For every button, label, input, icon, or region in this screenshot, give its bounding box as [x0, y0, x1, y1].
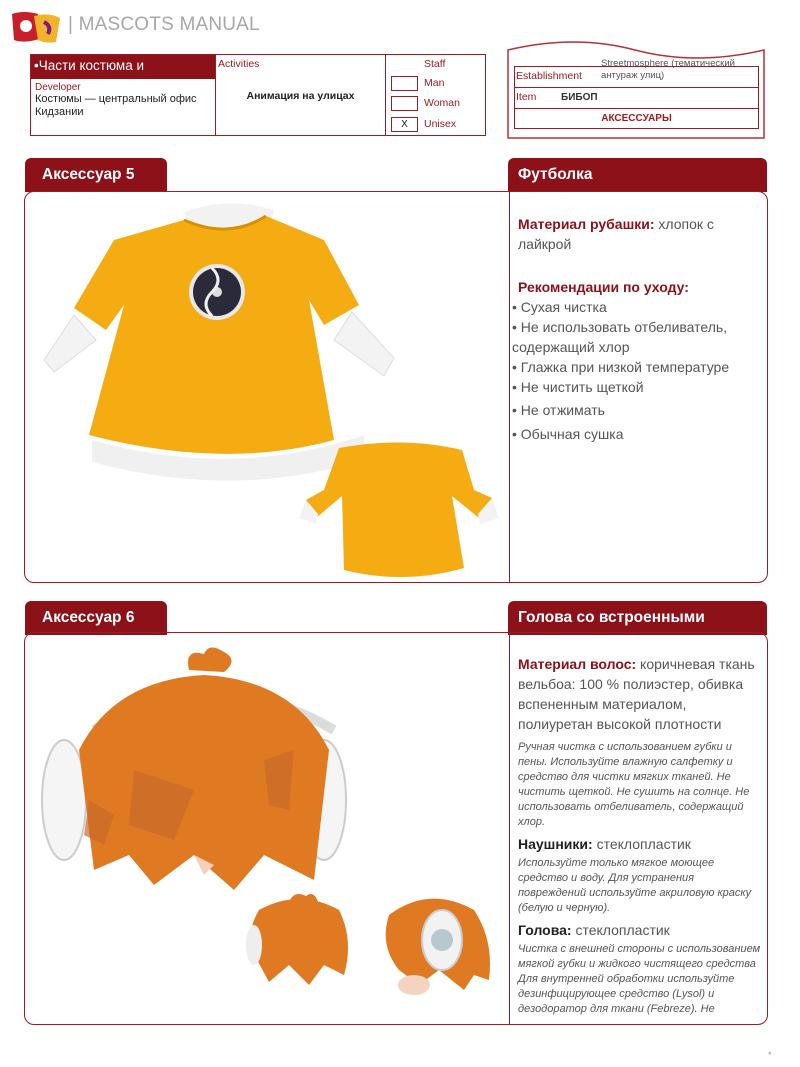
panel-divider — [509, 192, 510, 582]
headphones-label: Наушники: — [518, 836, 593, 852]
list-item: • Сухая чистка — [512, 297, 760, 317]
list-item: • Не использовать отбеливатель, содержащий хлор — [512, 317, 760, 357]
footer-mark: * — [768, 1050, 772, 1060]
head-care-note: Чистка с внешней стороны с использованием мягкой губки и жидкого чистящего средства Для внутренней обработки используйте дезинфицирующее средство (Lysol) и дезодоратор для ткани (Febreze). Не — [518, 943, 761, 1015]
staff-label: Staff — [424, 58, 446, 70]
developer-label: Developer — [35, 82, 81, 93]
head-material-text — [518, 920, 762, 940]
care-label: Рекомендации по уходу: — [518, 279, 689, 295]
hair-care-note: Ручная чистка с использованием губки и пены. Используйте влажную салфетку и средство для чистки мягких тканей. Не чистить щеткой. Не сушить на солнце. Не использовать отбеливатель, содержащий хлор. — [518, 741, 750, 828]
material-text — [518, 214, 758, 254]
brand-title: | MASCOTS MANUAL — [68, 14, 260, 35]
tab-tshirt: Футболка — [508, 158, 767, 192]
meta-developer-cell — [31, 55, 216, 135]
tshirt-photo — [34, 200, 504, 580]
material-value: хлопок с лайкрой — [518, 216, 714, 252]
head-photo — [34, 640, 504, 1022]
establishment-row — [514, 58, 759, 87]
item-value: БИБОП — [561, 92, 598, 103]
head-value: стеклопластик — [571, 922, 670, 938]
staff-option-unisex — [391, 117, 483, 133]
item-label: Item — [516, 91, 537, 103]
kidzania-logo — [8, 8, 64, 48]
material-label: Материал рубашки: — [518, 216, 655, 232]
activities-label: Activities — [218, 58, 260, 70]
list-item: • Глажка при низкой температуре — [512, 357, 760, 377]
tab-accessory-5: Аксессуар 5 — [25, 158, 167, 192]
headphones-care-note: Используйте только мягкое моющее средство и воду. Для устранения повреждений используйте акриловую краску (белую и черную). — [518, 857, 752, 914]
category-label: АКСЕССУАРЫ — [514, 108, 759, 129]
staff-checkbox: X — [391, 117, 418, 132]
section-title: •Части костюма и — [31, 55, 215, 79]
head-description — [518, 654, 762, 1017]
item-row — [514, 87, 759, 108]
hair-material-text — [518, 654, 762, 734]
establishment-value: Streetmosphere (тематический антураж улиц) — [601, 58, 735, 81]
meta-activities-cell — [216, 55, 386, 135]
headphones-value: стеклопластик — [592, 836, 691, 852]
list-item: • Не отжимать — [512, 400, 760, 420]
tab-accessory-6: Аксессуар 6 — [25, 601, 167, 635]
activities-value: Анимация на улицах — [246, 90, 355, 102]
panel-divider — [509, 633, 510, 1024]
staff-option-man — [391, 76, 483, 92]
staff-checkbox — [391, 96, 418, 111]
head-label: Голова: — [518, 922, 572, 938]
developer-value: Костюмы — центральный офис Кидзании — [35, 93, 197, 118]
meta-table — [30, 54, 486, 136]
list-item: • Обычная сушка — [512, 424, 760, 444]
staff-option-woman — [391, 96, 483, 112]
staff-option-label: Woman — [424, 97, 460, 109]
establishment-block — [505, 38, 767, 140]
care-heading — [518, 277, 758, 297]
staff-option-label: Unisex — [424, 118, 457, 130]
hair-label: Материал волос: — [518, 656, 637, 672]
care-list — [512, 297, 760, 444]
staff-checkbox — [391, 76, 418, 91]
list-item: • Не чистить щеткой — [512, 377, 760, 397]
headphones-text — [518, 834, 762, 854]
hair-value: коричневая ткань вельбоа: 100 % полиэстер, обивка вспененным материалом, полиуретан высокой плотности — [518, 656, 755, 732]
establishment-label: Establishment — [516, 70, 582, 82]
tab-head: Голова со встроенными — [508, 601, 767, 635]
meta-staff-cell — [386, 55, 486, 135]
staff-option-label: Man — [424, 77, 445, 89]
